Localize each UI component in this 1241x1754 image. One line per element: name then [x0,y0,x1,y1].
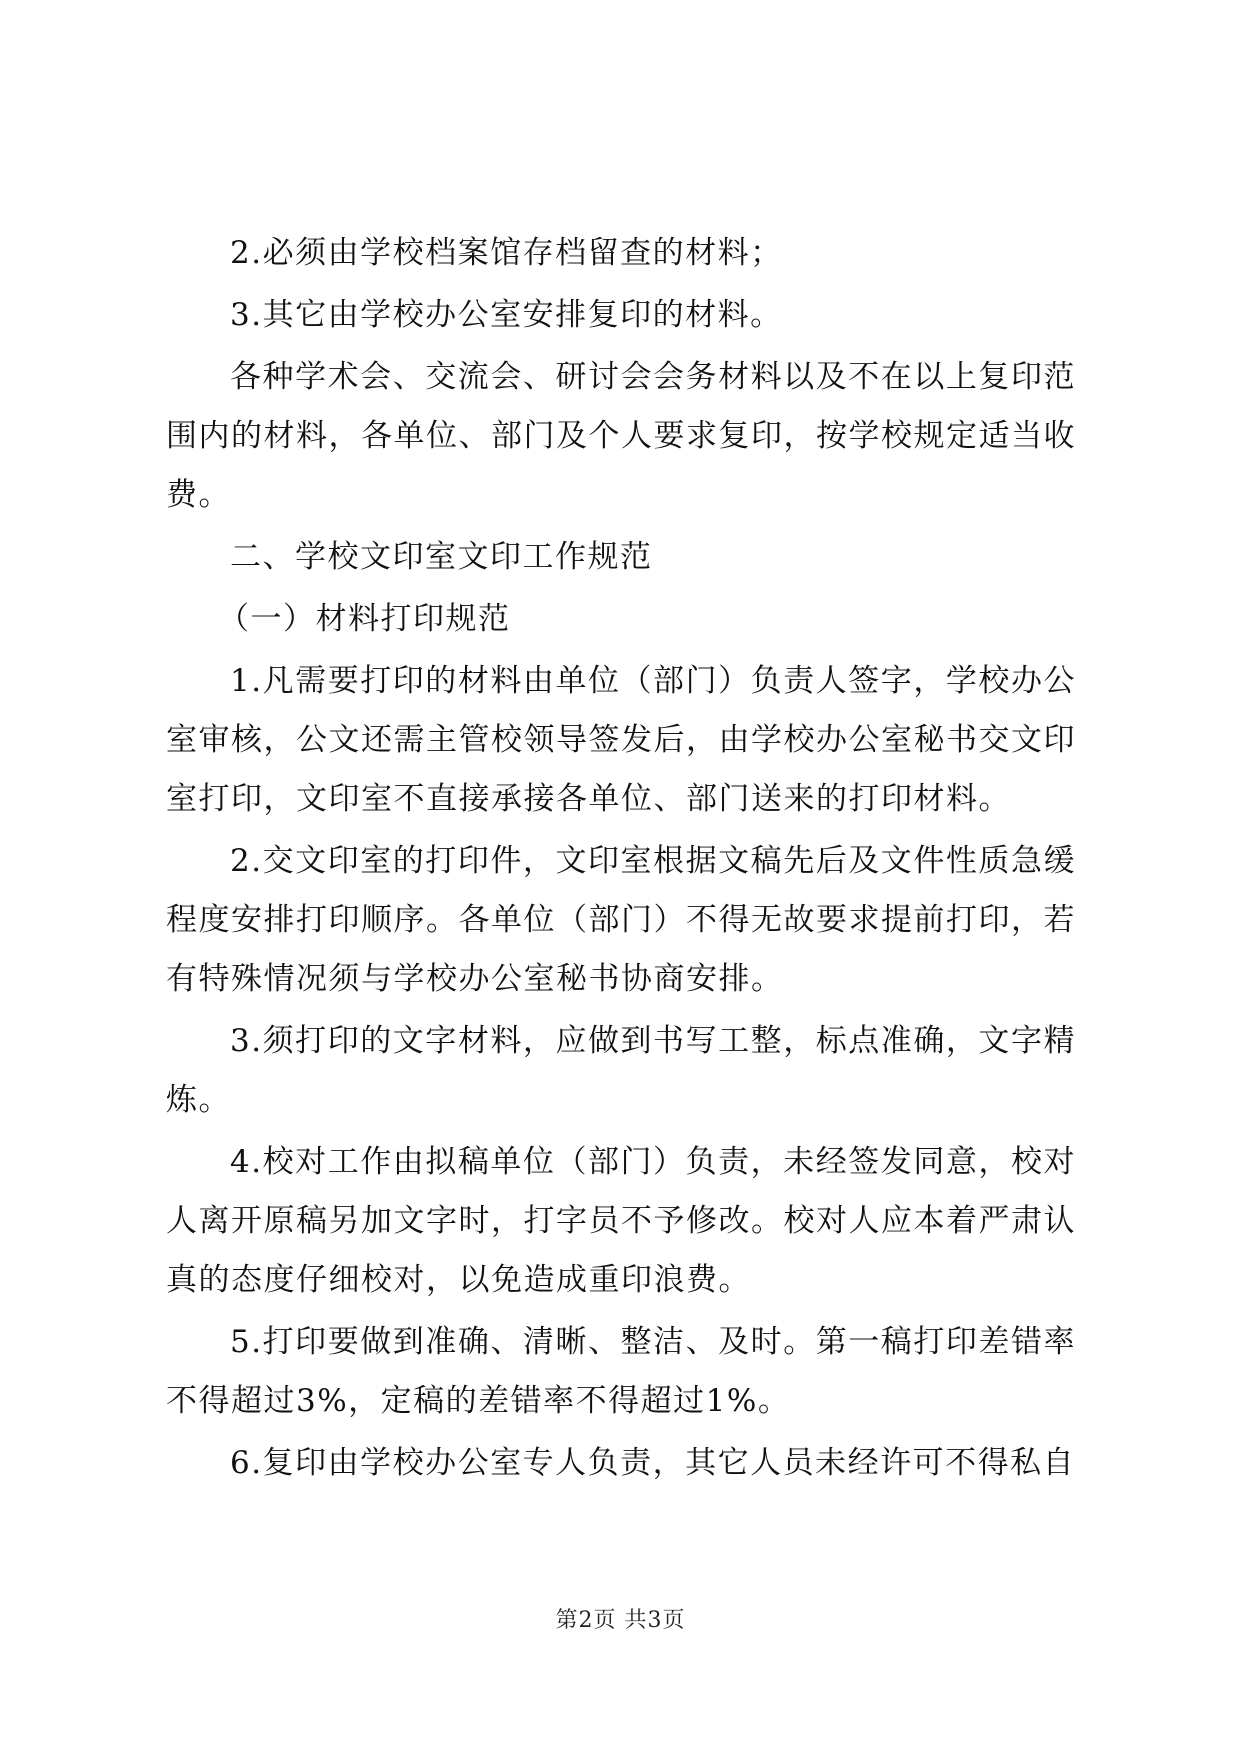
rule-item-5: 5.打印要做到准确、清晰、整洁、及时。第一稿打印差错率不得超过3%，定稿的差错率不得超过1%。 [166,1324,1076,1419]
subsection-heading-printing-rules: （一）材料打印规范 [218,601,511,637]
rule-item-3: 3.须打印的文字材料，应做到书写工整，标点准确，文字精炼。 [166,1023,1076,1118]
paragraph-conference-materials: 各种学术会、交流会、研讨会会务材料以及不在以上复印范围内的材料，各单位、部门及个人要求复印，按学校规定适当收费。 [166,359,1076,513]
document-body [166,224,1076,1493]
rule-item-4: 4.校对工作由拟稿单位（部门）负责，未经签发同意，校对人离开原稿另加文字时，打字员不予修改。校对人应本着严肃认真的态度仔细校对，以免造成重印浪费。 [166,1144,1076,1298]
paragraph-archive-materials: 2.必须由学校档案馆存档留查的材料； [230,235,783,271]
section-heading-print-room-rules: 二、学校文印室文印工作规范 [230,539,653,575]
paragraph-office-copy-materials: 3.其它由学校办公室安排复印的材料。 [230,297,783,333]
page-number-footer: 第2页 共3页 [555,1608,686,1633]
rule-item-6: 6.复印由学校办公室专人负责，其它人员未经许可不得私自 [230,1445,1076,1481]
rule-item-2: 2.交文印室的打印件，文印室根据文稿先后及文件性质急缓程度安排打印顺序。各单位（部门）不得无故要求提前打印，若有特殊情况须与学校办公室秘书协商安排。 [166,843,1076,997]
rule-item-1: 1.凡需要打印的材料由单位（部门）负责人签字，学校办公室审核，公文还需主管校领导签发后，由学校办公室秘书交文印室打印，文印室不直接承接各单位、部门送来的打印材料。 [166,663,1076,817]
